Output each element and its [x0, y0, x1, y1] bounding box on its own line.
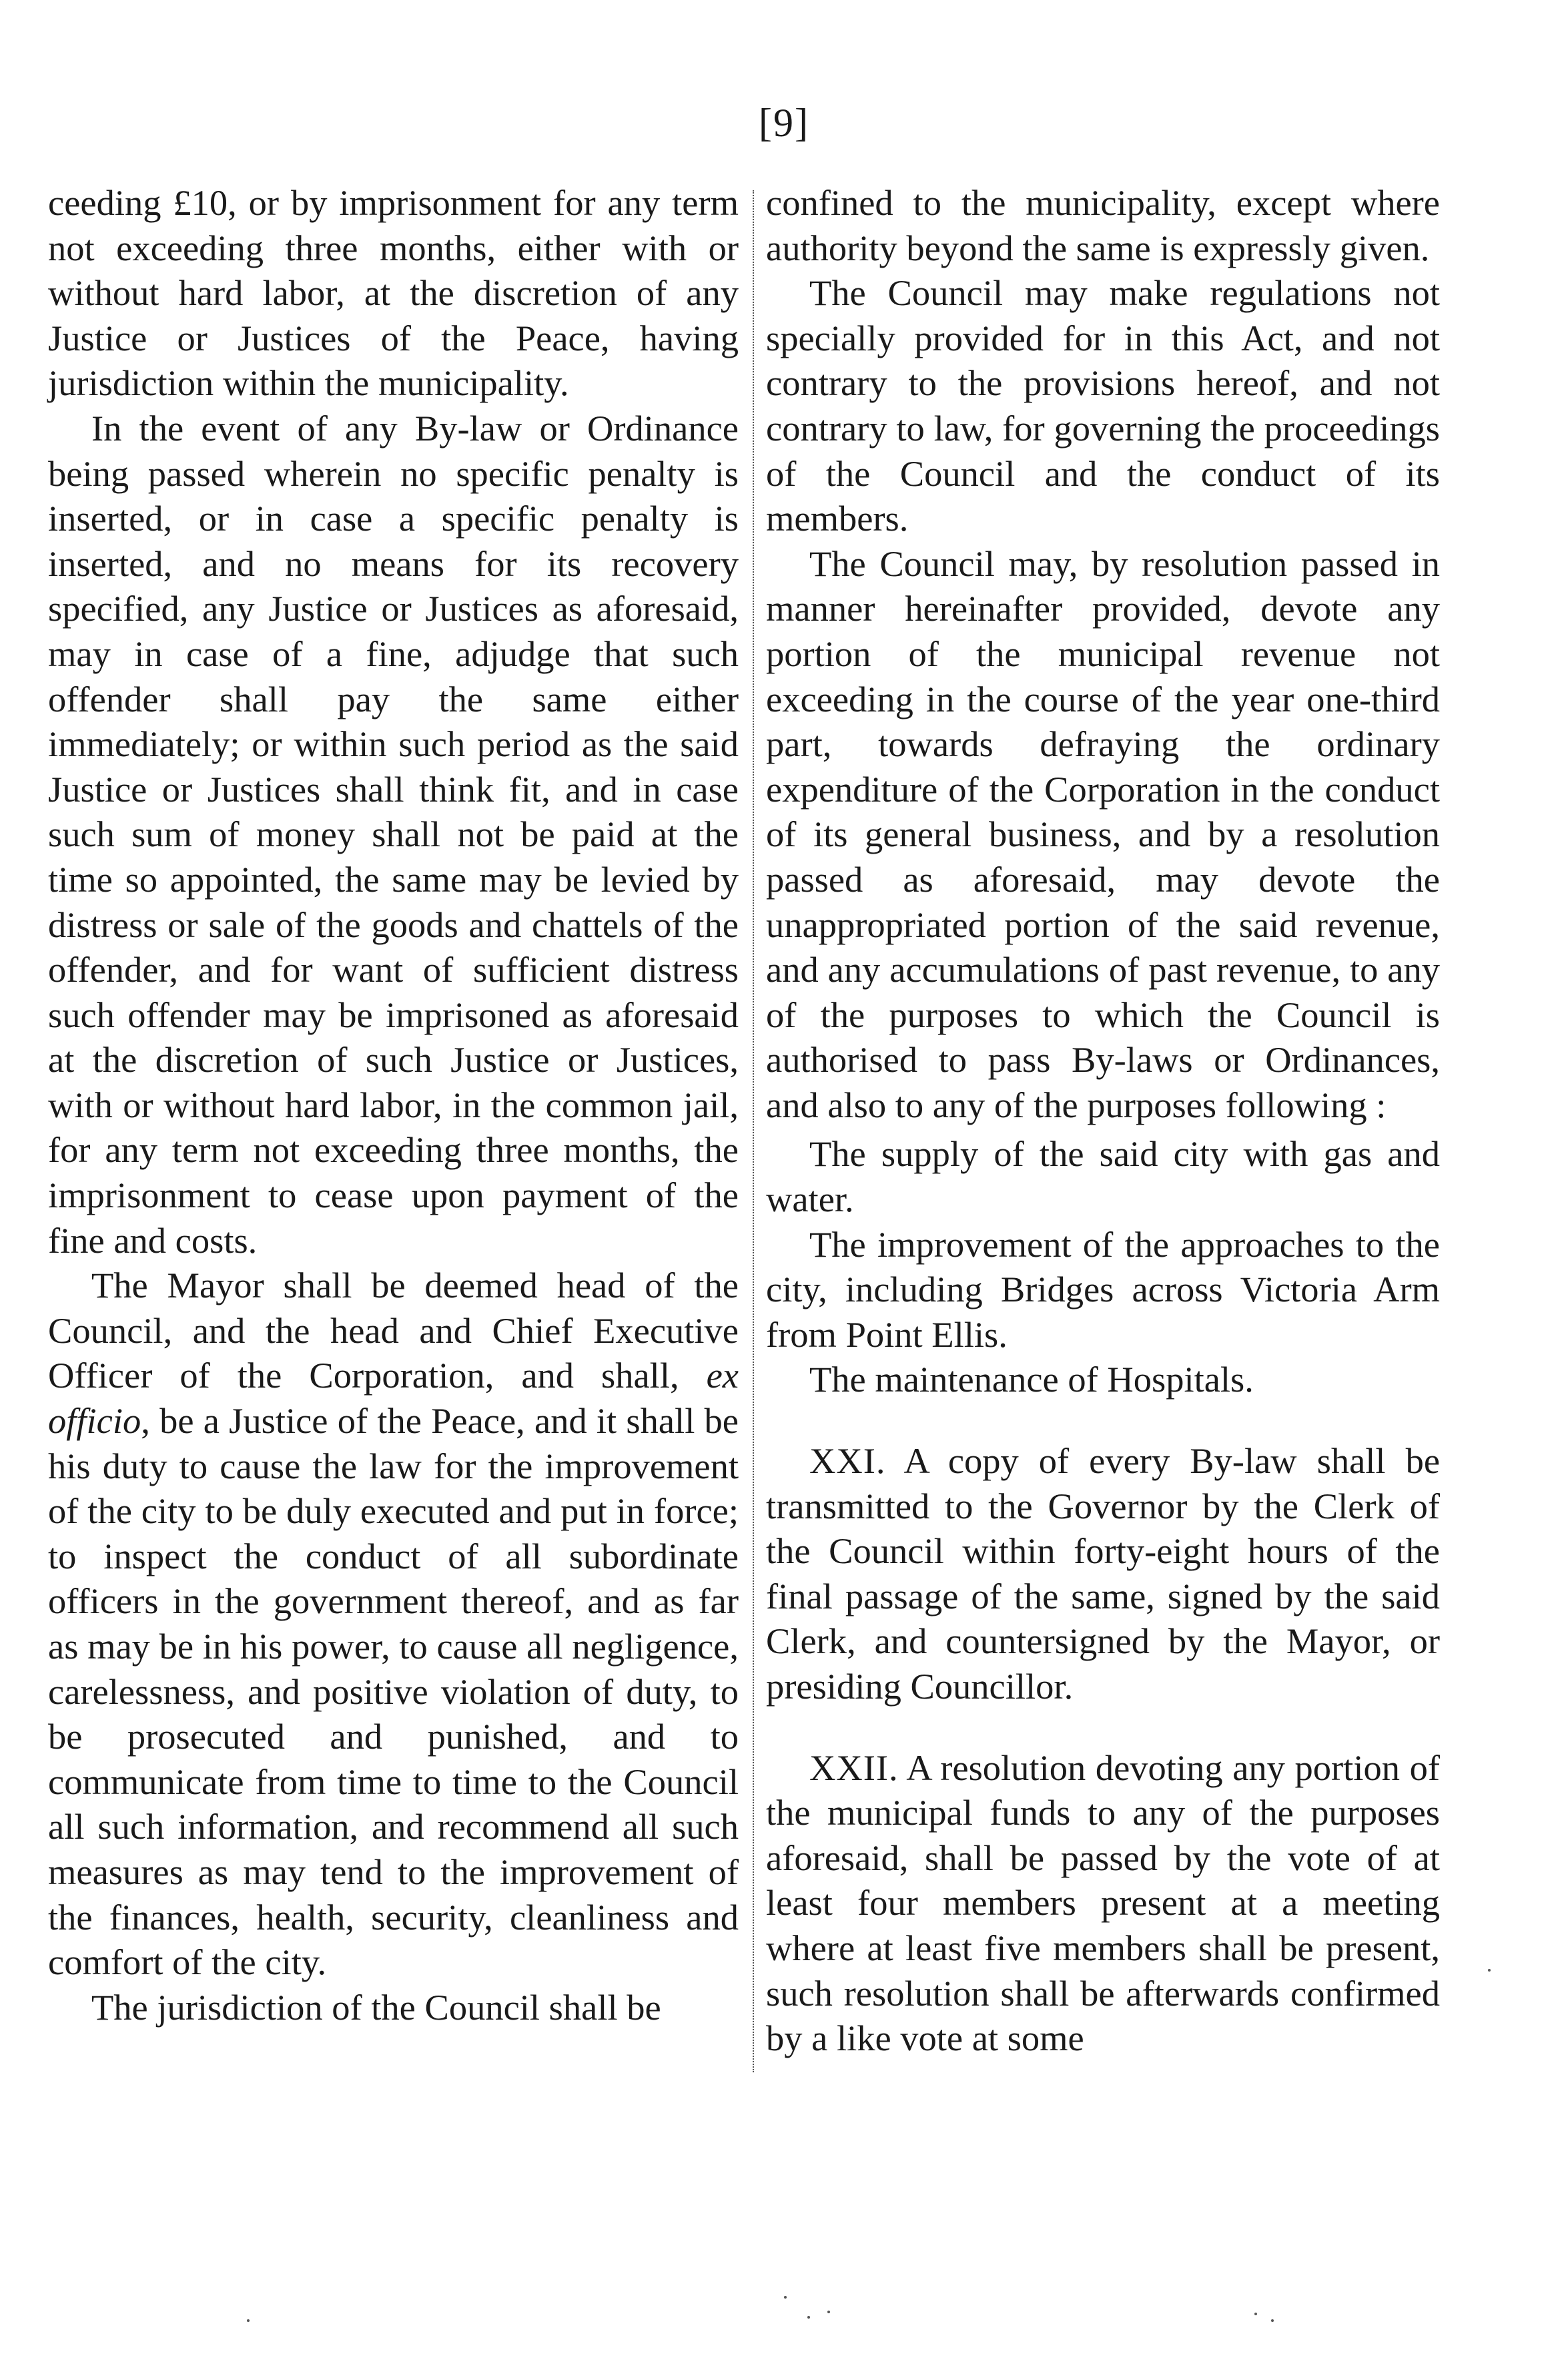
scan-speck	[1254, 2313, 1257, 2315]
paragraph: The Council may, by resolution passed in manner hereinafter provided, devote any portion of the municipal revenue not exceeding in the course of the year one-third part, towards defraying the ordinary expenditure of the Corporation in the conduct of its general business, and by a resolution passed as aforesaid, may devote the unappropriated portion of the said revenue, and any accumulations of past revenue, to any of the purposes to which the Council is authorised to pass By-laws or Ordinances, and also to any of the purposes following :	[766, 543, 1440, 1125]
page-number: [9]	[759, 101, 809, 145]
section-number: XXII.	[809, 1747, 899, 1788]
italic-phrase: ex officio	[48, 1355, 739, 1442]
scan-speck	[784, 2296, 787, 2299]
scan-speck	[247, 2319, 250, 2322]
paragraph: The jurisdiction of the Council shall be	[91, 1986, 661, 2028]
section-xxii	[766, 1745, 1440, 2061]
section-number: XXI.	[809, 1440, 886, 1482]
section-text: A resolution devoting any portion of the municipal funds to any of the purposes aforesaid, shall be passed by the vote of at least four members present at a meeting where at least five members shall be present, such resolution shall be afterwards confirmed by a like vote at some	[766, 1747, 1440, 2059]
paragraph	[48, 1263, 739, 1985]
right-column	[766, 180, 1440, 2061]
paragraph: The maintenance of Hospitals.	[809, 1359, 1254, 1400]
paragraph-text: The Mayor shall be deemed head of the Council, and the head and Chief Executive Officer of the Corporation, and shall,	[48, 1265, 739, 1396]
scan-speck	[1271, 2319, 1274, 2322]
left-column	[48, 180, 739, 2030]
scan-speck	[1488, 1969, 1491, 1972]
paragraph: ceeding £10, or by imprisonment for any term not exceeding three months, either with or without hard labor, at the discretion of any Justice or Justices of the Peace, having jurisdiction within the municipality.	[48, 182, 739, 404]
section-xxi	[766, 1438, 1440, 1709]
section-text: A copy of every By-law shall be transmitted to the Governor by the Clerk of the Council within forty-eight hours of the final passage of the same, signed by the said Clerk, and countersigned by the Mayor, or presiding Councillor.	[766, 1440, 1441, 1707]
paragraph: The supply of the said city with gas and water.	[766, 1133, 1440, 1220]
paragraph: confined to the municipality, except where authority beyond the same is expressly given.	[766, 182, 1440, 268]
paragraph: In the event of any By-law or Ordinance being passed wherein no specific penalty is inserted, or in case a specific penalty is inserted, and no means for its recovery specified, any Justice or Justices as aforesaid, may in case of a fine, adjudge that such offender shall pay the same either immediately; or within such period as the said Justice or Justices shall think fit, and in case such sum of money shall not be paid at the time so appointed, the same may be levied by distress or sale of the goods and chattels of the offender, and for want of sufficient distress such offender may be imprisoned as aforesaid at the discretion of such Justice or Justices, with or without hard labor, in the common jail, for any term not exceeding three months, the imprisonment to cease upon payment of the fine and costs.	[48, 407, 739, 1261]
paragraph: The improvement of the approaches to the city, including Bridges across Victoria Arm from Point Ellis.	[766, 1223, 1440, 1355]
column-divider	[753, 190, 754, 2072]
scan-speck	[807, 2316, 810, 2319]
paragraph: The Council may make regulations not specially provided for in this Act, and not contrary to the provisions hereof, and not contrary to law, for governing the proceedings of the Council and the conduct of its members.	[766, 272, 1440, 539]
scan-speck	[827, 2311, 830, 2313]
paragraph-text: , be a Justice of the Peace, and it shall be his duty to cause the law for the improvement of the city to be duly executed and put in force; to inspect the conduct of all subordinate officers in the government thereof, and as far as may be in his power, to cause all negligence, carelessness, and positive violation of duty, to be prosecuted and punished, and to communicate from time to time to the Council all such information, and recommend all such measures as may tend to the improvement of the finances, health, security, cleanliness and comfort of the city.	[48, 1400, 739, 1983]
